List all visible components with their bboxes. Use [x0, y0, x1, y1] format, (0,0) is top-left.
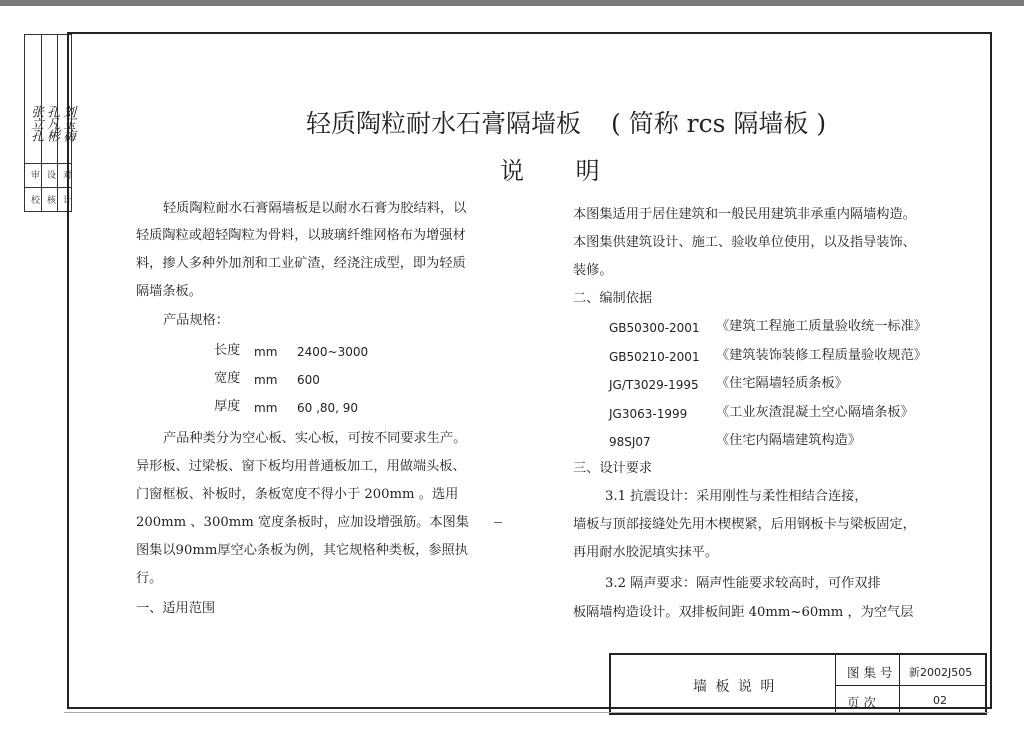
strip-label-6: 计: [61, 195, 71, 204]
standard-name: 《住宅内隔墙建筑构造》: [716, 433, 862, 448]
spec-unit: mm: [254, 401, 278, 415]
strip-label-3: 设: [45, 170, 55, 179]
left-para1-line2: 轻质陶粒或超轻陶粒为骨料，以玻璃纤维网格布为增强材: [136, 228, 466, 243]
section-design-heading: 三、设计要求: [573, 461, 653, 476]
strip-label-2: 校: [29, 195, 39, 204]
title-alias: ( 简称 rcs 隔墙板 ): [611, 109, 827, 138]
spec-heading: 产品规格：: [163, 313, 229, 328]
left-para2-line2: 异形板、过梁板、窗下板均用普通板加工，用做端头板、: [136, 459, 466, 474]
strip-label-4: 核: [45, 195, 55, 204]
left-para2-line5: 图集以90mm厚空心条板为例，其它规格种类板，参照执: [136, 543, 468, 558]
right-para1-line2: 本图集供建筑设计、施工、验收单位使用，以及指导装饰、: [573, 235, 916, 250]
left-para2-line6: 行。: [136, 571, 163, 586]
signature-3: 刘玉梅: [60, 105, 75, 141]
document-title: [306, 104, 826, 140]
stray-mark: [494, 522, 502, 523]
spec-value: 60 ,80, 90: [297, 401, 359, 415]
spec-name: 宽度: [214, 371, 241, 386]
spec-value: 2400~3000: [297, 345, 369, 359]
strip-label-5: 对: [61, 170, 71, 179]
title-main: 轻质陶粒耐水石膏隔墙板: [306, 109, 582, 138]
approval-strip: [24, 34, 75, 212]
spec-value: 600: [297, 373, 320, 387]
item31-line1: 3.1 抗震设计：采用刚性与柔性相结合连接，: [605, 489, 868, 504]
section-basis-heading: 二、编制依据: [573, 291, 653, 306]
page-number: 02: [933, 694, 947, 707]
standard-code: GB50300-2001: [609, 321, 700, 335]
spec-unit: mm: [254, 373, 278, 387]
atlas-number: 新2002J505: [909, 666, 973, 679]
signature-2: 孔凡彬: [44, 105, 59, 141]
right-para1-line1: 本图集适用于居住建筑和一般民用建筑非承重内隔墙构造。: [573, 207, 916, 222]
left-para1-line4: 隔墙条板。: [136, 284, 202, 299]
section-scope-heading: 一、适用范围: [136, 601, 216, 616]
item32-line1: 3.2 隔声要求：隔声性能要求较高时，可作双排: [605, 576, 881, 591]
page-number-label: 页 次: [847, 695, 876, 710]
standard-code: JG/T3029-1995: [609, 378, 699, 392]
left-para2-line4: 200mm 、300mm 宽度条板时，应加设增强筋。本图集: [136, 515, 469, 530]
left-para2-line3: 门窗框板、补板时，条板宽度不得小于 200mm 。选用: [136, 487, 459, 502]
standard-name: 《住宅隔墙轻质条板》: [716, 376, 848, 391]
drawing-name: 墙 板 说 明: [693, 679, 777, 695]
standard-name: 《工业灰渣混凝土空心隔墙条板》: [716, 405, 914, 420]
title-block: [609, 653, 987, 715]
spec-unit: mm: [254, 345, 278, 359]
spec-name: 长度: [214, 343, 241, 358]
standard-name: 《建筑工程施工质量验收统一标准》: [716, 319, 927, 334]
section-heading: 说 明: [500, 157, 622, 185]
right-para1-line3: 装修。: [573, 263, 613, 278]
standard-code: JG3063-1999: [609, 407, 688, 421]
item31-line3: 再用耐水胶泥填实抹平。: [573, 545, 719, 560]
item32-line2: 板隔墙构造设计。双排板间距 40mm~60mm ，为空气层: [573, 605, 914, 620]
strip-label-1: 审: [29, 170, 39, 179]
left-para2-line1: 产品种类分为空心板、实心板，可按不同要求生产。: [163, 431, 467, 446]
left-para1-line1: 轻质陶粒耐水石膏隔墙板是以耐水石膏为胶结料，以: [163, 201, 467, 216]
standard-name: 《建筑装饰装修工程质量验收规范》: [716, 348, 927, 363]
signature-1: 张立孔: [28, 105, 43, 141]
spec-name: 厚度: [214, 399, 241, 414]
bottom-edge: [64, 712, 989, 713]
top-bar: [0, 0, 1024, 6]
item31-line2: 墙板与顶部接缝处先用木楔楔紧，后用钢板卡与梁板固定，: [573, 517, 916, 532]
standard-code: GB50210-2001: [609, 350, 700, 364]
standard-code: 98SJ07: [609, 435, 651, 449]
atlas-number-label: 图 集 号: [847, 665, 893, 680]
left-para1-line3: 料，掺人多种外加剂和工业矿渣，经浇注成型，即为轻质: [136, 256, 466, 271]
